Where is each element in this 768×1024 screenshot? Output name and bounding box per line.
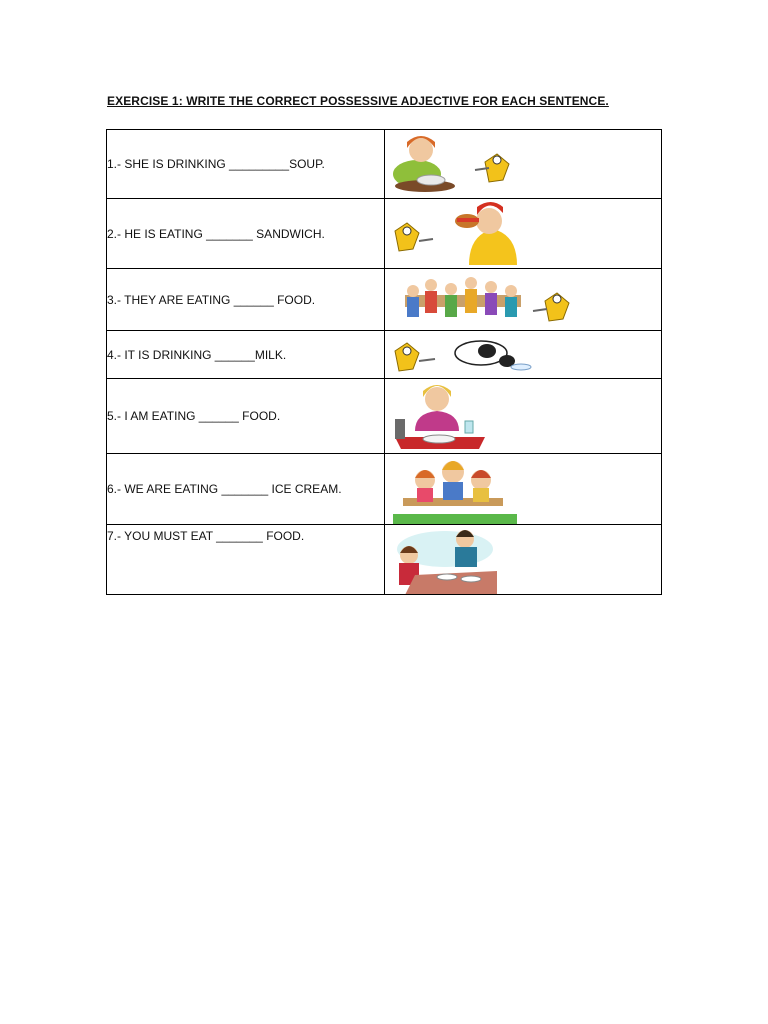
- exercise-row: [107, 379, 662, 454]
- exercise-row: [107, 269, 662, 331]
- sentence-2: 2.- HE IS EATING _______ SANDWICH.: [107, 199, 385, 269]
- sentence-7: 7.- YOU MUST EAT _______ FOOD.: [107, 525, 385, 595]
- picture-cell-5: [385, 379, 662, 454]
- picture-cell-2: [385, 199, 662, 269]
- picture-cell-6: [385, 454, 662, 525]
- girl-eating-soup-clipart: [385, 130, 662, 199]
- sentence-1: 1.- SHE IS DRINKING _________SOUP.: [107, 130, 385, 199]
- exercise-row: [107, 525, 662, 595]
- picture-cell-3: [385, 269, 662, 331]
- picture-cell-1: [385, 130, 662, 199]
- family-eating-at-table-clipart: [385, 269, 662, 331]
- sentence-5: 5.- I AM EATING ______ FOOD.: [107, 379, 385, 454]
- mother-and-child-at-table-clipart: [385, 525, 662, 595]
- exercise-row: [107, 331, 662, 379]
- children-on-bench-clipart: [385, 454, 662, 525]
- sentence-3: 3.- THEY ARE EATING ______ FOOD.: [107, 269, 385, 331]
- boy-eating-sandwich-clipart: [385, 199, 662, 269]
- exercise-table: [106, 129, 662, 595]
- sentence-6: 6.- WE ARE EATING _______ ICE CREAM.: [107, 454, 385, 525]
- exercise-row: [107, 199, 662, 269]
- worksheet-title: EXERCISE 1: WRITE THE CORRECT POSSESSIVE ADJECTIVE FOR EACH SENTENCE.: [107, 94, 609, 108]
- sentence-4: 4.- IT IS DRINKING ______MILK.: [107, 331, 385, 379]
- exercise-row: [107, 454, 662, 525]
- picture-cell-7: [385, 525, 662, 595]
- exercise-row: [107, 130, 662, 199]
- picture-cell-4: [385, 331, 662, 379]
- dog-drinking-milk-clipart: [385, 331, 662, 379]
- woman-eating-meal-clipart: [385, 379, 662, 454]
